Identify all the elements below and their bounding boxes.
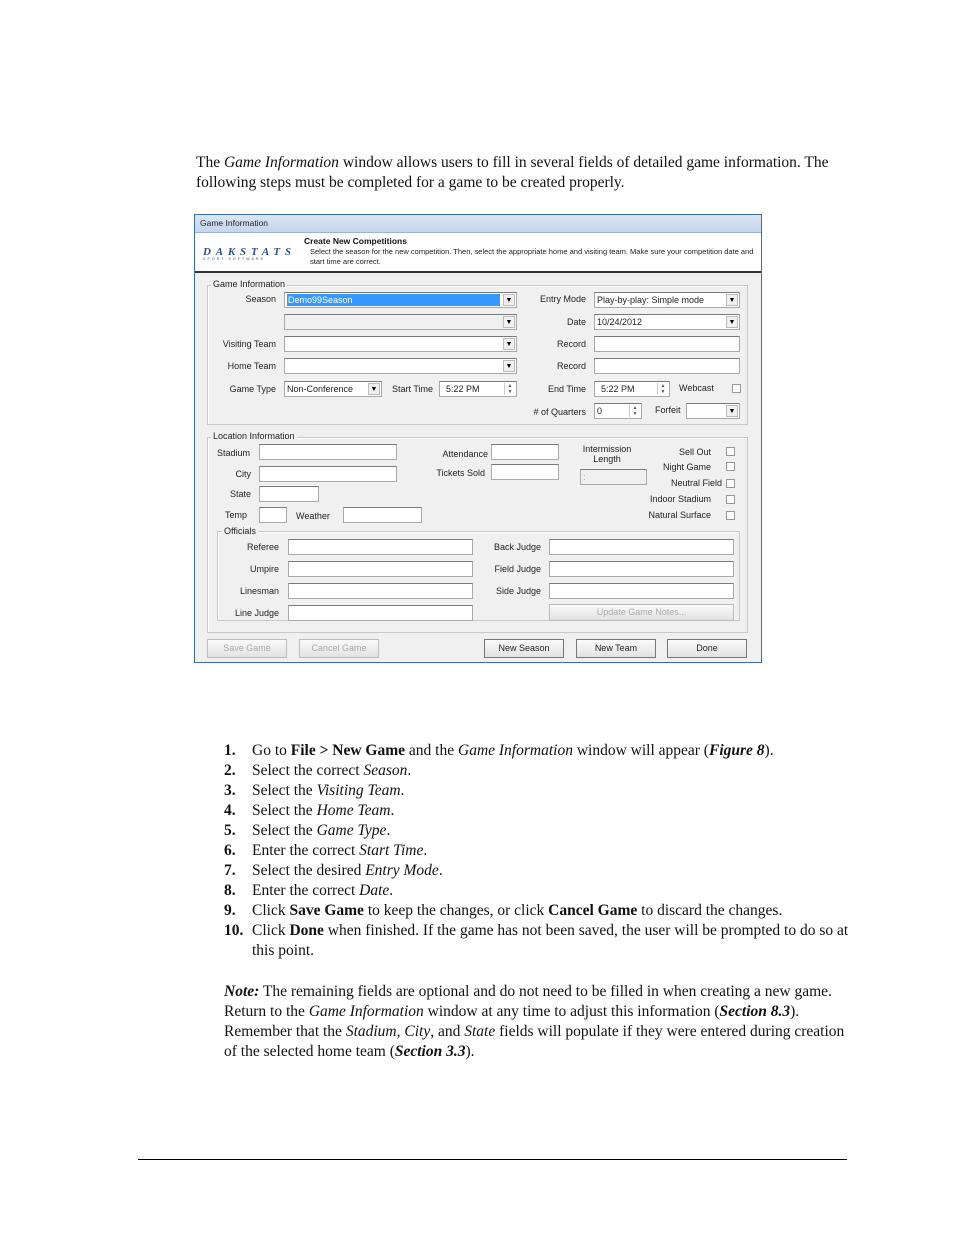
sell-out-checkbox[interactable] <box>726 447 735 456</box>
forfeit-label: Forfeit <box>655 405 681 415</box>
text-segment: Select the desired <box>252 862 366 879</box>
chevron-down-icon[interactable]: ▼ <box>368 383 380 395</box>
header-title: Create New Competitions <box>304 236 407 246</box>
umpire-field[interactable] <box>288 561 473 577</box>
linesman-field[interactable] <box>288 583 473 599</box>
text-segment: Click <box>252 922 290 939</box>
city-label: City <box>235 469 251 479</box>
step-number: 9. <box>224 902 236 919</box>
step-number: 5. <box>224 822 236 839</box>
dakstats-logo <box>203 245 293 261</box>
header-description: Select the season for the new competition. Then, select the appropriate home and visiting team. Make sure your competition date and start time are correct. <box>310 247 754 266</box>
intermission-value: : <box>583 472 586 482</box>
text-segment: . <box>386 822 391 839</box>
indoor-stadium-checkbox[interactable] <box>726 495 735 504</box>
text-segment: . <box>423 842 428 859</box>
step-item <box>224 861 854 881</box>
text-segment: . <box>389 882 394 899</box>
tickets-sold-label: Tickets Sold <box>436 468 485 478</box>
entry-mode-combobox[interactable] <box>594 292 740 308</box>
game-information-window <box>194 214 762 663</box>
window-title-bar[interactable] <box>195 215 761 233</box>
text-segment: Enter the correct <box>252 882 360 899</box>
spinner-arrows-icon[interactable]: ▲ ▼ <box>657 383 668 395</box>
indoor-stadium-label: Indoor Stadium <box>649 494 711 504</box>
update-game-notes-button[interactable]: Update Game Notes... <box>549 604 734 621</box>
secondary-combobox <box>284 314 517 330</box>
text-segment: Game Information <box>308 1003 424 1020</box>
svg-text:SPORT SOFTWARE: SPORT SOFTWARE <box>203 257 263 261</box>
step-number: 1. <box>224 742 236 759</box>
quarters-spinner[interactable] <box>594 403 642 419</box>
city-field[interactable] <box>259 466 397 482</box>
referee-field[interactable] <box>288 539 473 555</box>
game-type-value: Non-Conference <box>287 384 354 394</box>
step-number: 6. <box>224 842 236 859</box>
home-record-field[interactable] <box>594 358 740 374</box>
text-segment: Season <box>363 762 408 779</box>
field-judge-label: Field Judge <box>494 564 541 574</box>
step-number: 7. <box>224 862 236 879</box>
text-segment: Select the <box>252 782 317 799</box>
stadium-field[interactable] <box>259 444 397 460</box>
text-segment: Done <box>289 922 324 939</box>
natural-surface-label: Natural Surface <box>648 510 711 520</box>
save-game-button[interactable]: Save Game <box>207 639 287 658</box>
tickets-sold-field[interactable] <box>491 464 559 480</box>
visiting-record-label: Record <box>556 339 586 349</box>
side-judge-field[interactable] <box>549 583 734 599</box>
text-segment: . <box>407 762 412 779</box>
step-item <box>224 741 854 761</box>
text-segment: window will appear ( <box>572 742 709 759</box>
date-picker[interactable] <box>594 314 740 330</box>
new-season-button[interactable]: New Season <box>484 639 564 658</box>
step-item <box>224 841 854 861</box>
text-segment: , and <box>430 1023 465 1040</box>
intro-paragraph <box>196 153 876 193</box>
text-segment: ). Remember that the <box>224 1003 800 1040</box>
text-segment: fields will populate if they were entered during creation of the selected home team ( <box>224 1023 845 1060</box>
footer-divider <box>138 1159 847 1160</box>
text-segment: to discard the changes. <box>637 902 783 919</box>
text-segment: Select the correct <box>252 762 364 779</box>
text-segment: Game Information <box>223 154 339 171</box>
text-segment: Click <box>252 902 290 919</box>
step-item <box>224 881 854 901</box>
text-segment: Entry Mode <box>365 862 439 879</box>
state-label: State <box>229 489 251 499</box>
line-judge-label: Line Judge <box>234 608 279 618</box>
end-time-spinner[interactable] <box>594 381 670 397</box>
chevron-down-icon[interactable]: ▼ <box>726 294 738 306</box>
text-segment: Home Team <box>316 802 391 819</box>
game-type-label: Game Type <box>229 384 276 394</box>
text-segment: Save Game <box>289 902 364 919</box>
back-judge-field[interactable] <box>549 539 734 555</box>
text-segment: . <box>400 782 405 799</box>
chevron-down-icon[interactable]: ▼ <box>726 316 738 328</box>
step-number: 10. <box>224 922 244 939</box>
text-segment: . <box>438 862 443 879</box>
done-button[interactable]: Done <box>667 639 747 658</box>
new-team-button[interactable]: New Team <box>576 639 656 658</box>
chevron-down-icon[interactable]: ▼ <box>726 405 738 417</box>
start-time-label: Start Time <box>392 384 434 394</box>
weather-field[interactable] <box>343 507 422 523</box>
line-judge-field[interactable] <box>288 605 473 621</box>
season-label: Season <box>245 294 276 304</box>
chevron-down-icon: ▼ <box>503 316 515 328</box>
step-number: 8. <box>224 882 236 899</box>
visiting-record-field[interactable] <box>594 336 740 352</box>
entry-mode-value: Play-by-play: Simple mode <box>597 295 705 305</box>
quarters-label: # of Quarters <box>533 407 586 417</box>
text-segment: File > New Game <box>290 742 406 759</box>
season-selected-value: Demo99Season <box>287 294 500 306</box>
text-segment: Section 3.3 <box>394 1043 466 1060</box>
text-segment: Stadium <box>345 1023 397 1040</box>
step-number: 3. <box>224 782 236 799</box>
text-segment: window at any time to adjust this information ( <box>423 1003 720 1020</box>
text-segment: Date <box>359 882 390 899</box>
text-segment: and the <box>405 742 458 759</box>
step-number: 2. <box>224 762 236 779</box>
night-game-checkbox[interactable] <box>726 462 735 471</box>
night-game-label: Night Game <box>662 462 711 472</box>
chevron-down-icon[interactable]: ▼ <box>503 360 515 372</box>
text-segment: Note: <box>224 983 260 1000</box>
text-segment: Figure 8 <box>708 742 765 759</box>
home-team-combobox[interactable] <box>284 358 517 374</box>
text-segment: Start Time <box>359 842 424 859</box>
text-segment: City <box>404 1023 431 1040</box>
text-segment: Visiting Team <box>316 782 401 799</box>
text-segment: Enter the correct <box>252 842 360 859</box>
attendance-label: Attendance <box>442 449 488 459</box>
neutral-field-label: Neutral Field <box>670 478 722 488</box>
location-information-group-label: Location Information <box>213 431 295 441</box>
text-segment: Go to <box>252 742 291 759</box>
spinner-arrows-icon[interactable]: ▲ ▼ <box>629 405 640 417</box>
season-combobox[interactable] <box>284 292 517 308</box>
forfeit-combobox[interactable] <box>686 403 740 419</box>
text-segment: ). <box>764 742 774 759</box>
stadium-label: Stadium <box>217 448 251 458</box>
text-segment: State <box>464 1023 496 1040</box>
temp-field[interactable] <box>259 507 287 523</box>
game-type-combobox[interactable] <box>284 381 382 397</box>
visiting-team-label: Visiting Team <box>222 339 276 349</box>
state-field[interactable] <box>259 486 319 502</box>
text-segment: Cancel Game <box>548 902 638 919</box>
text-segment: Game Type <box>316 822 387 839</box>
start-time-spinner[interactable] <box>439 381 517 397</box>
text-segment: The remaining fields are optional and do not need to be filled in when creating a new game. Return to the <box>224 983 832 1020</box>
weather-label: Weather <box>296 511 330 521</box>
step-item <box>224 821 854 841</box>
text-segment: Select the <box>252 822 317 839</box>
entry-mode-label: Entry Mode <box>539 294 586 304</box>
quarters-value: 0 <box>597 406 603 416</box>
game-information-group-label: Game Information <box>213 279 286 289</box>
text-segment: Game Information <box>458 742 573 759</box>
window-title: Game Information <box>200 218 269 228</box>
date-value: 10/24/2012 <box>597 317 643 327</box>
referee-label: Referee <box>246 542 279 552</box>
text-segment: to keep the changes, or click <box>363 902 549 919</box>
end-time-label: End Time <box>547 384 586 394</box>
officials-group-label: Officials <box>224 526 256 536</box>
text-segment: window allows users to fill in several fields of detailed game information. The following steps must be completed for a game to be created properly. <box>196 154 829 191</box>
text-segment: Select the <box>252 802 317 819</box>
chevron-down-icon[interactable]: ▼ <box>503 338 515 350</box>
umpire-label: Umpire <box>249 564 279 574</box>
steps-list <box>224 741 854 961</box>
spinner-arrows-icon[interactable]: ▲ ▼ <box>504 383 515 395</box>
natural-surface-checkbox[interactable] <box>726 511 735 520</box>
home-record-label: Record <box>556 361 586 371</box>
chevron-down-icon[interactable]: ▼ <box>503 294 515 306</box>
temp-label: Temp <box>225 510 248 520</box>
text-segment: , <box>396 1023 405 1040</box>
text-segment: ). <box>465 1043 475 1060</box>
end-time-value: 5:22 PM <box>601 384 635 394</box>
attendance-field[interactable] <box>491 444 559 460</box>
note-paragraph <box>224 982 849 1062</box>
step-item <box>224 801 854 821</box>
step-item <box>224 901 854 921</box>
date-label: Date <box>566 317 586 327</box>
side-judge-label: Side Judge <box>495 586 541 596</box>
step-number: 4. <box>224 802 236 819</box>
text-segment: Section 8.3 <box>719 1003 791 1020</box>
back-judge-label: Back Judge <box>493 542 541 552</box>
step-item <box>224 781 854 801</box>
webcast-label: Webcast <box>679 383 714 393</box>
linesman-label: Linesman <box>239 586 279 596</box>
webcast-checkbox[interactable] <box>732 384 741 393</box>
text-segment: The <box>196 154 224 171</box>
cancel-game-button[interactable]: Cancel Game <box>299 639 379 658</box>
neutral-field-checkbox[interactable] <box>726 479 735 488</box>
field-judge-field[interactable] <box>549 561 734 577</box>
start-time-value: 5:22 PM <box>446 384 480 394</box>
intermission-length-label: Intermission Length <box>582 444 632 464</box>
visiting-team-combobox[interactable] <box>284 336 517 352</box>
step-item <box>224 761 854 781</box>
svg-text:DAKSTATS: DAKSTATS <box>203 246 291 258</box>
sell-out-label: Sell Out <box>678 447 711 457</box>
text-segment: . <box>390 802 395 819</box>
home-team-label: Home Team <box>227 361 276 371</box>
text-segment: when finished. If the game has not been saved, the user will be prompted to do so at this point. <box>252 922 849 959</box>
step-item <box>224 921 854 961</box>
